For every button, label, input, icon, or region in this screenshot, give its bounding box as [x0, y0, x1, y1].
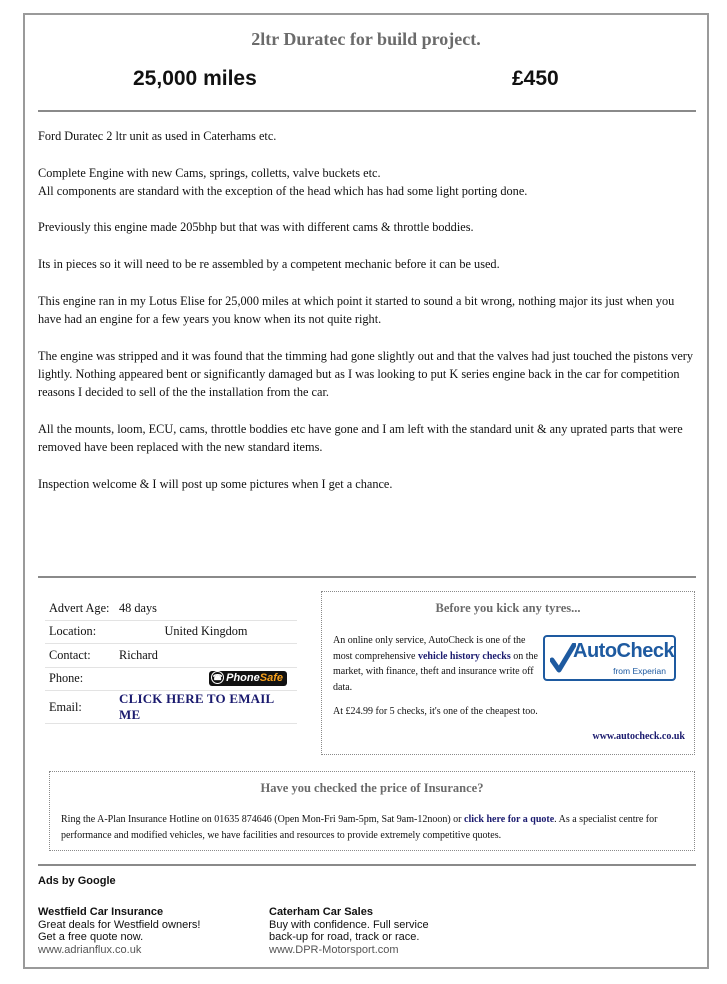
table-row: [45, 691, 297, 724]
listing-price: £450: [512, 67, 559, 90]
autocheck-title: Before you kick any tyres...: [435, 601, 581, 615]
description-line: Complete Engine with new Cams, springs, colletts, valve buckets etc.: [38, 165, 381, 180]
table-row: [45, 620, 297, 644]
table-row: [45, 644, 297, 668]
table-row: [45, 667, 297, 691]
ad-item[interactable]: [269, 906, 494, 957]
description-paragraph: The engine was stripped and it was found that the timming had gone slightly out and that the valves had just touched the pistons very lightly. Nothing appeared bent or significantly damaged but as I was looking to put K series engine back in the car for competition reasons I decided to sell of the the installation from the car.: [38, 348, 694, 400]
autocheck-logo-subtext: from Experian: [613, 666, 666, 676]
insurance-quote-link[interactable]: click here for a quote: [464, 814, 555, 825]
autocheck-text-before: An online only service, AutoCheck is one of the most comprehensive: [333, 635, 526, 662]
contact-value: Richard: [115, 644, 297, 668]
phonesafe-phone-text: Phone: [226, 672, 260, 685]
listing-frame: [23, 13, 709, 969]
ads-heading: Ads by Google: [38, 875, 116, 887]
insurance-title: Have you checked the price of Insurance?: [260, 781, 484, 795]
description-paragraph: Its in pieces so it will need to be re assembled by a competent mechanic before it can be used.: [38, 257, 500, 272]
phone-label: Phone:: [45, 667, 115, 691]
autocheck-description: [333, 633, 538, 696]
ad-line: Great deals for Westfield owners!: [38, 918, 201, 931]
ad-url[interactable]: www.adrianflux.co.uk: [38, 944, 142, 957]
listing-description: [38, 127, 700, 511]
listing-title: 2ltr Duratec for build project.: [251, 29, 481, 49]
ad-line: back-up for road, track or race.: [269, 931, 420, 944]
vehicle-history-checks-link[interactable]: vehicle history checks: [417, 650, 511, 662]
description-paragraph: [38, 164, 700, 201]
insurance-description: [61, 812, 687, 843]
autocheck-logo-text: AutoCheck: [573, 640, 675, 662]
description-line: All components are standard with the exception of the head which has had some light porting done.: [38, 183, 528, 198]
divider-bottom: [38, 864, 696, 866]
phonesafe-logo-icon: ☎: [212, 673, 223, 683]
email-label: Email:: [45, 691, 115, 724]
autocheck-box: [321, 591, 695, 755]
advert-age-label: Advert Age:: [45, 597, 115, 620]
autocheck-url-link[interactable]: www.autocheck.co.uk: [592, 731, 685, 742]
ad-line: Get a free quote now.: [38, 931, 144, 944]
ad-line: Buy with confidence. Full service: [269, 918, 429, 931]
email-value: [115, 691, 297, 724]
phone-value: [115, 667, 297, 691]
insurance-box: [49, 771, 695, 851]
seller-details-table: [45, 597, 297, 724]
location-value: United Kingdom: [115, 620, 297, 644]
autocheck-price-text: At £24.99 for 5 checks, it's one of the cheapest too.: [333, 706, 538, 717]
location-label: Location:: [45, 620, 115, 644]
ad-title[interactable]: Westfield Car Insurance: [38, 906, 164, 918]
phonesafe-safe-text: Safe: [259, 672, 283, 685]
phonesafe-button[interactable]: [209, 671, 287, 686]
description-paragraph: This engine ran in my Lotus Elise for 25,000 miles at which point it started to sound a bit wrong, nothing major its just when you have had an engine for a few years you know when its not quite right.: [38, 293, 675, 326]
listing-mileage: 25,000 miles: [133, 67, 257, 90]
divider-top: [38, 110, 696, 112]
insurance-text-before: Ring the A-Plan Insurance Hotline on 01635 874646 (Open Mon-Fri 9am-5pm, Sat 9am-12noon) or: [61, 814, 464, 825]
description-paragraph: All the mounts, loom, ECU, cams, throttle boddies etc have gone and I am left with the standard unit & any uprated parts that were removed have been replaced with the new standard items.: [38, 421, 683, 455]
ad-item[interactable]: [38, 906, 263, 957]
description-paragraph: Previously this engine made 205bhp but that was with different cams & throttle boddies.: [38, 220, 474, 235]
ad-title[interactable]: Caterham Car Sales: [269, 906, 373, 918]
insurance-text-after: . As a specialist centre for performance and modified vehicles, we have facilities and resources to provide extremely competitive quotes.: [61, 814, 658, 841]
description-paragraph: Inspection welcome & I will post up some pictures when I get a chance.: [38, 476, 393, 491]
divider-middle: [38, 576, 696, 578]
contact-label: Contact:: [45, 644, 115, 668]
advert-age-value: 48 days: [115, 597, 297, 620]
ad-url[interactable]: www.DPR-Motorsport.com: [269, 944, 399, 957]
autocheck-logo[interactable]: [543, 635, 676, 681]
email-seller-link[interactable]: CLICK HERE TO EMAIL ME: [119, 691, 274, 722]
description-paragraph: Ford Duratec 2 ltr unit as used in Caterhams etc.: [38, 129, 277, 143]
table-row: [45, 597, 297, 620]
autocheck-text-after: on the market, with finance, theft and insurance write off data.: [333, 650, 538, 694]
